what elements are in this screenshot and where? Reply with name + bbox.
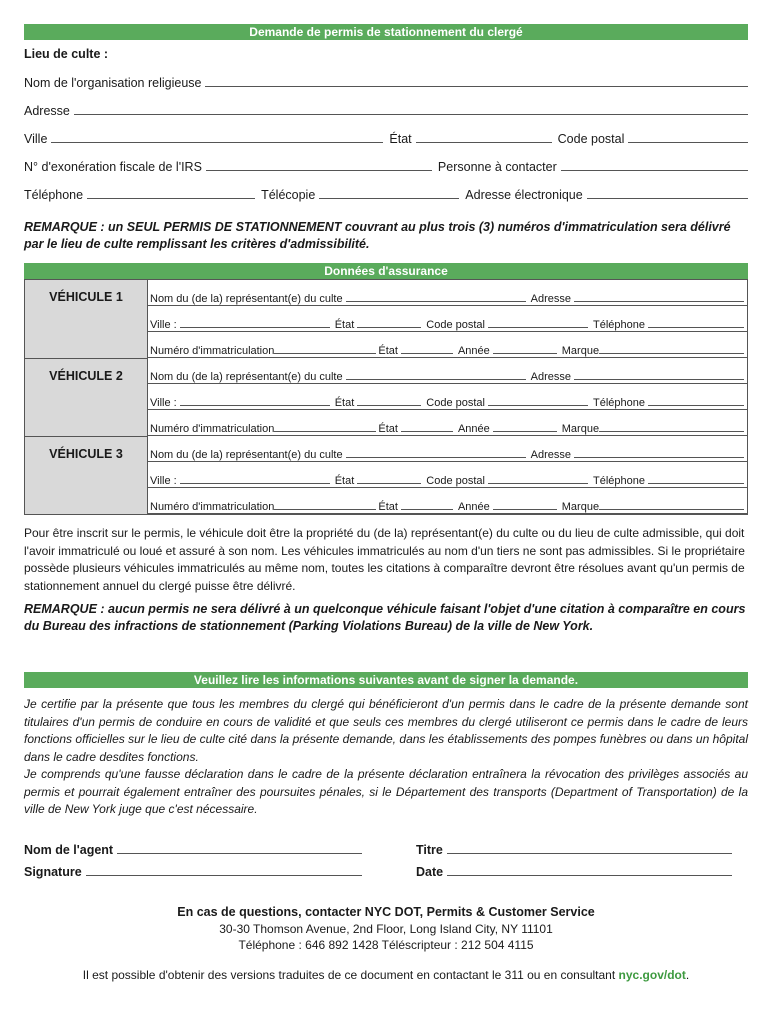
vehicle-fields (148, 280, 748, 359)
vehicle-zip-field[interactable] (488, 326, 588, 328)
certification-paragraph: Je certifie par la présente que tous les membres du clergé qui bénéficieront d'un permis dans le cadre de la présente demande sont titulaires d'un permis de conduire en cours de validité et que seuls ces membres du clergé utiliseront ce permis dans le cadre de leurs fonctions officielles sur le lieu de culte cité dans la présente demande, dans les établissements des pompes funèbres ou dans un hôpital dans le cadre desdites fonctions. (24, 697, 748, 764)
vehicle-city-label: Ville : (150, 475, 177, 487)
state-label: État (389, 132, 412, 146)
rep-address-label: Adresse (530, 293, 571, 305)
vehicle-city-field[interactable] (180, 404, 330, 406)
vehicle-fields (148, 436, 748, 515)
org-name-row (24, 64, 748, 90)
irs-label: N° d'exonération fiscale de l'IRS (24, 160, 202, 174)
fax-field[interactable] (319, 197, 459, 199)
city-row (24, 118, 748, 146)
rep-address-field[interactable] (574, 378, 744, 380)
email-field[interactable] (587, 197, 748, 199)
year-label: Année (457, 423, 490, 435)
year-field[interactable] (493, 430, 557, 432)
rep-name-field[interactable] (346, 300, 526, 302)
vehicle-state-field[interactable] (357, 482, 421, 484)
vehicle-label: VÉHICULE 2 (25, 358, 148, 436)
vehicle-city-field[interactable] (180, 482, 330, 484)
vehicle-plate-row (148, 488, 747, 514)
plate-state-field[interactable] (401, 430, 453, 432)
remark-two: REMARQUE : aucun permis ne sera délivré à un quelconque véhicule faisant l'objet d'une citation à comparaître en cours du Bureau des infractions de stationnement (Parking Violations Bureau) de la ville de New York. (24, 602, 746, 633)
vehicle-city-row (148, 462, 747, 488)
org-name-label: Nom de l'organisation religieuse (24, 76, 202, 90)
address-row (24, 90, 748, 118)
place-section-label: Lieu de culte : (24, 47, 109, 61)
plate-field[interactable] (274, 352, 376, 354)
vehicle-row (25, 358, 748, 436)
vehicle-phone-label: Téléphone (593, 397, 645, 409)
make-label: Marque (561, 501, 600, 513)
phone-label: Téléphone (24, 188, 84, 202)
vehicle-city-label: Ville : (150, 319, 177, 331)
city-label: Ville (24, 132, 48, 146)
phone-field[interactable] (87, 197, 255, 199)
agent-label: Nom de l'agent (24, 842, 114, 857)
irs-row (24, 146, 748, 174)
vehicle-phone-label: Téléphone (593, 319, 645, 331)
form-page (24, 24, 748, 982)
vehicle-phone-label: Téléphone (593, 475, 645, 487)
make-field[interactable] (599, 352, 744, 354)
date-label: Date (416, 864, 444, 879)
eligibility-paragraph: Pour être inscrit sur le permis, le véhicule doit être la propriété du (de la) représentant(e) du culte ou du lieu de culte admissible, qui doit l'avoir immatriculé ou loué et assuré à son nom. Les véhicules immatriculés au nom d'un tiers ne sont pas admissibles. Si le propriétaire possède plusieurs véhicules immatriculés au même nom, toutes les citations à comparaître devront être résolues avant qu'un permis de stationnement annuel du clergé puisse être délivré. (24, 526, 745, 593)
understanding-paragraph: Je comprends qu'une fausse déclaration dans le cadre de la présente déclaration entraînera la révocation des privilèges associés au permis et pourrait également entraîner des poursuites pénales, si le Département des transports (Department of Transportation) de la ville de New York juge que c'est nécessaire. (24, 767, 748, 816)
questions-line: En cas de questions, contacter NYC DOT, Permits & Customer Service (177, 904, 595, 919)
rep-name-field[interactable] (346, 378, 526, 380)
translations-line (24, 968, 748, 982)
make-field[interactable] (599, 430, 744, 432)
vehicle-row (25, 436, 748, 515)
title-label: Titre (416, 842, 443, 857)
vehicle-label: VÉHICULE 1 (25, 280, 148, 359)
year-label: Année (457, 501, 490, 513)
rep-name-label: Nom du (de la) représentant(e) du culte (150, 293, 343, 305)
translations-text: Il est possible d'obtenir des versions traduites de ce document en contactant le 311 ou en consultant (82, 967, 616, 982)
agent-field[interactable] (117, 852, 362, 854)
vehicle-zip-label: Code postal (426, 319, 485, 331)
vehicle-fields (148, 358, 748, 436)
rep-name-field[interactable] (346, 456, 526, 458)
insurance-title-bar: Données d'assurance (24, 263, 748, 279)
plate-state-field[interactable] (401, 508, 453, 510)
vehicle-zip-field[interactable] (488, 482, 588, 484)
plate-state-field[interactable] (401, 352, 453, 354)
title-field[interactable] (447, 852, 732, 854)
vehicle-state-label: État (334, 475, 355, 487)
vehicle-city-label: Ville : (150, 397, 177, 409)
rep-address-field[interactable] (574, 456, 744, 458)
vehicle-plate-row (148, 332, 747, 358)
rep-name-label: Nom du (de la) représentant(e) du culte (150, 371, 343, 383)
vehicle-zip-label: Code postal (426, 397, 485, 409)
city-field[interactable] (51, 141, 383, 143)
form-title-bar: Demande de permis de stationnement du clergé (24, 24, 748, 40)
phone-row (24, 174, 748, 202)
plate-label: Numéro d'immatriculation (150, 345, 275, 357)
vehicle-plate-row (148, 410, 747, 436)
vehicle-phone-field[interactable] (648, 482, 744, 484)
vehicle-rep-row (148, 436, 747, 462)
vehicle-city-row (148, 306, 747, 332)
year-field[interactable] (493, 352, 557, 354)
vehicle-label: VÉHICULE 3 (25, 436, 148, 515)
zip-field[interactable] (628, 141, 748, 143)
fax-label: Télécopie (261, 188, 316, 202)
rep-name-label: Nom du (de la) représentant(e) du culte (150, 449, 343, 461)
signature-label: Signature (24, 864, 82, 879)
plate-state-label: État (378, 345, 398, 357)
signature-block (24, 835, 748, 879)
translations-period: . (685, 967, 690, 982)
read-before-signing-bar: Veuillez lire les informations suivantes avant de signer la demande. (24, 672, 748, 688)
vehicle-state-field[interactable] (357, 326, 421, 328)
vehicle-city-row (148, 384, 747, 410)
vehicle-zip-label: Code postal (426, 475, 485, 487)
plate-state-label: État (378, 501, 398, 513)
address-field[interactable] (74, 113, 748, 115)
make-label: Marque (561, 423, 600, 435)
rep-address-label: Adresse (530, 449, 571, 461)
signature-field[interactable] (86, 874, 362, 876)
plate-label: Numéro d'immatriculation (150, 423, 275, 435)
plate-state-label: État (378, 423, 398, 435)
sig-row (24, 857, 416, 879)
vehicle-phone-field[interactable] (648, 404, 744, 406)
email-label: Adresse électronique (465, 188, 583, 202)
year-label: Année (457, 345, 490, 357)
state-field[interactable] (416, 141, 552, 143)
rep-address-label: Adresse (530, 371, 571, 383)
nyc-dot-link[interactable]: nyc.gov/dot (618, 967, 686, 982)
vehicle-table (24, 279, 748, 515)
dot-address: 30-30 Thomson Avenue, 2nd Floor, Long Island City, NY 11101 (219, 921, 553, 936)
plate-label: Numéro d'immatriculation (150, 501, 275, 513)
irs-field[interactable] (206, 169, 432, 171)
zip-label: Code postal (557, 132, 625, 146)
contact-label: Personne à contacter (437, 160, 557, 174)
agent-row (24, 835, 416, 857)
vehicle-state-label: État (334, 319, 355, 331)
vehicle-phone-field[interactable] (648, 326, 744, 328)
rep-address-field[interactable] (574, 300, 744, 302)
vehicle-row (25, 280, 748, 359)
vehicle-zip-field[interactable] (488, 404, 588, 406)
vehicle-rep-row (148, 358, 747, 384)
vehicle-rep-row (148, 280, 747, 306)
contact-field[interactable] (561, 169, 748, 171)
plate-field[interactable] (274, 508, 376, 510)
date-field[interactable] (447, 874, 732, 876)
vehicle-state-label: État (334, 397, 355, 409)
make-field[interactable] (599, 508, 744, 510)
date-row (416, 857, 738, 879)
address-label: Adresse (24, 104, 70, 118)
dot-phones: Téléphone : 646 892 1428 Téléscripteur : 212 504 4115 (238, 937, 534, 952)
plate-field[interactable] (274, 430, 376, 432)
year-field[interactable] (493, 508, 557, 510)
make-label: Marque (561, 345, 600, 357)
title-row (416, 835, 738, 857)
org-name-field[interactable] (205, 85, 748, 87)
remark-one: REMARQUE : un SEUL PERMIS DE STATIONNEMENT couvrant au plus trois (3) numéros d'immatriculation sera délivré par le lieu de culte remplissant les critères d'admissibilité. (24, 220, 731, 251)
vehicle-state-field[interactable] (357, 404, 421, 406)
vehicle-city-field[interactable] (180, 326, 330, 328)
